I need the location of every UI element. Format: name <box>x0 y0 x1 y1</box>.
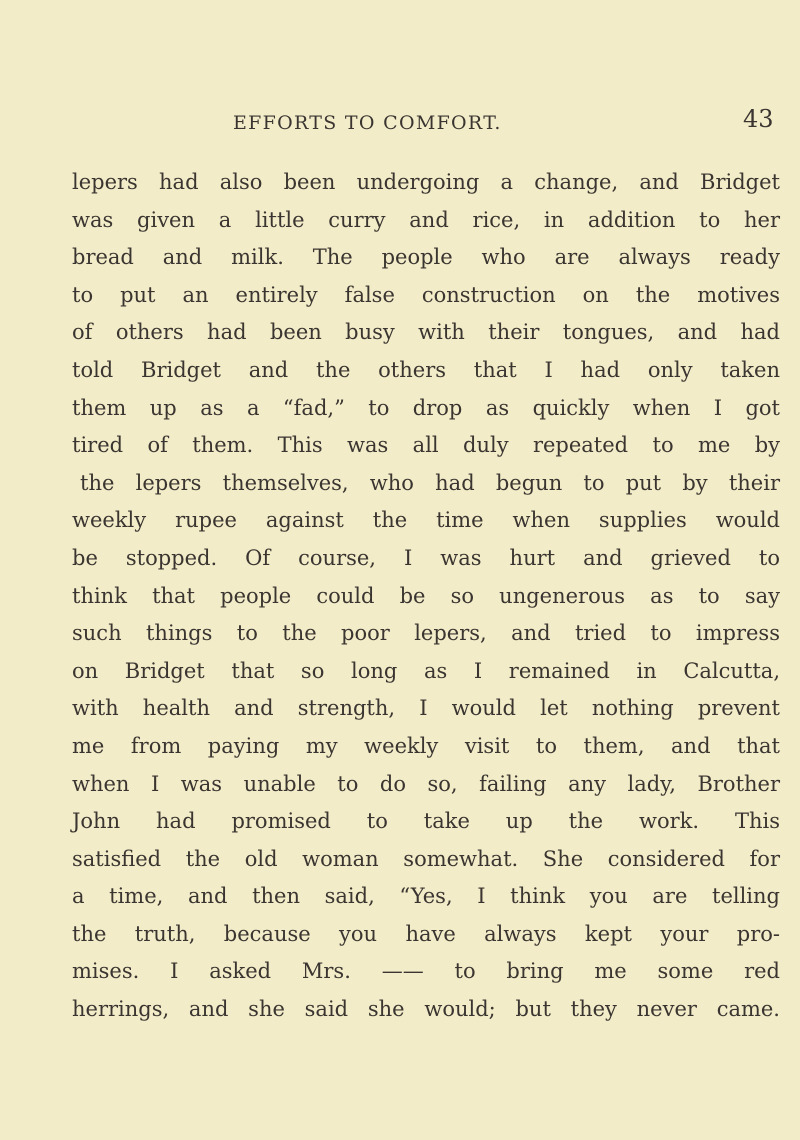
text-line: be stopped. Of course, I was hurt and grieved to <box>72 545 780 570</box>
text-line: with health and strength, I would let nothing prevent <box>72 696 780 721</box>
page-number: 43 <box>743 105 774 133</box>
text-line: lepers had also been undergoing a change, and Bridget <box>72 170 780 194</box>
text-line: was given a little curry and rice, in addition to her <box>72 207 780 232</box>
text-line: the truth, because you have always kept your pro- <box>72 921 780 946</box>
text-line: the lepers themselves, who had begun to put by their <box>80 470 780 495</box>
text-line: of others had been busy with their tongues, and had <box>72 320 780 345</box>
text-line: mises. I asked Mrs. —— to bring me some red <box>72 959 780 984</box>
running-title: EFFORTS TO COMFORT. <box>233 112 502 134</box>
text-line: when I was unable to do so, failing any lady, Brother <box>72 771 780 796</box>
text-line: them up as a “fad,” to drop as quickly when I got <box>72 395 780 420</box>
text-line: herrings, and she said she would; but they never came. <box>72 997 780 1022</box>
text-line: weekly rupee against the time when supplies would <box>72 508 780 533</box>
text-line: to put an entirely false construction on the motives <box>72 282 780 307</box>
text-line: a time, and then said, “Yes, I think you are telling <box>72 884 780 909</box>
text-line: think that people could be so ungenerous as to say <box>72 583 780 608</box>
body-text <box>72 164 780 1029</box>
text-line: on Bridget that so long as I remained in Calcutta, <box>72 658 780 683</box>
text-line: told Bridget and the others that I had only taken <box>72 357 780 382</box>
text-line: bread and milk. The people who are always ready <box>72 245 780 270</box>
text-line: such things to the poor lepers, and tried to impress <box>72 621 780 646</box>
text-line: tired of them. This was all duly repeated to me by <box>72 433 780 458</box>
text-line: me from paying my weekly visit to them, and that <box>72 733 780 758</box>
text-line: satisfied the old woman somewhat. She considered for <box>72 846 780 871</box>
text-line: John had promised to take up the work. This <box>72 809 780 834</box>
